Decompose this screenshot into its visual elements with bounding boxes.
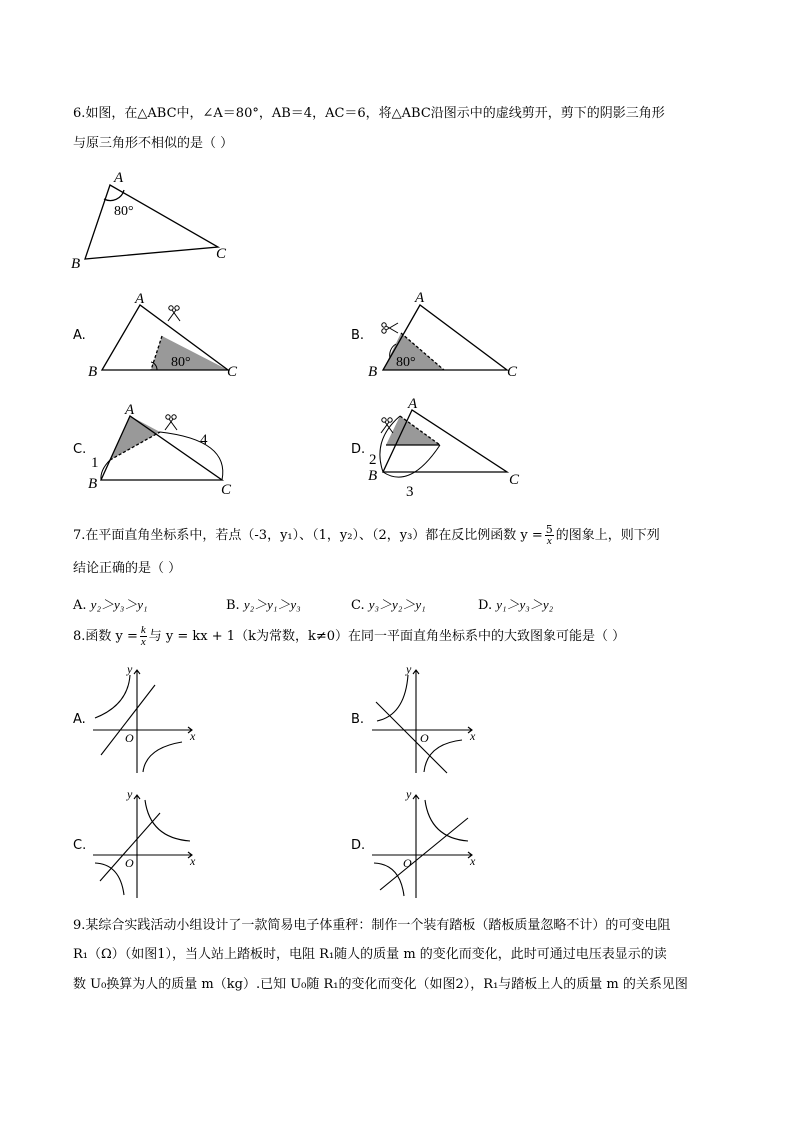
svg-text:x: x — [470, 729, 476, 743]
q8-option-a-label: A. — [73, 712, 86, 727]
q8-option-d-label: D. — [351, 838, 366, 853]
q6-option-b-label: B. — [351, 328, 365, 343]
q6-stem-line2: 与原三角形不相似的是（ ） — [73, 136, 234, 151]
q8-graph-a — [93, 670, 192, 773]
svg-text:y: y — [406, 787, 412, 801]
svg-text:x: x — [190, 854, 196, 868]
fig-label-c: C — [216, 246, 227, 262]
svg-text:4: 4 — [200, 432, 208, 448]
svg-text:A: A — [408, 396, 418, 412]
scissors-icon — [165, 415, 177, 430]
svg-text:B: B — [88, 476, 98, 492]
svg-text:y: y — [127, 662, 133, 676]
q8-fraction: $\frac{k}{x}$ — [140, 624, 146, 648]
fig-label-a: A — [114, 170, 124, 186]
svg-text:O: O — [125, 856, 134, 870]
q9-stem-line1: 9.某综合实践活动小组设计了一款简易电子体重秤：制作一个装有踏板（踏板质量忽略不计）的可变电阻 — [73, 918, 671, 933]
scissors-icon — [168, 306, 180, 321]
svg-text:B: B — [368, 364, 378, 380]
svg-text:C: C — [507, 364, 518, 380]
q9-stem-line3: 数 U₀换算为人的质量 m（kg）.已知 U₀随 R₁的变化而变化（如图2），R₁与踏板上人的质量 m 的关系见图 — [73, 977, 688, 992]
q8-graph-d — [372, 795, 472, 898]
svg-text:3: 3 — [406, 484, 414, 500]
svg-text:x: x — [470, 854, 476, 868]
svg-text:O: O — [403, 856, 412, 870]
svg-text:A: A — [135, 291, 145, 307]
svg-text:y: y — [406, 662, 412, 676]
svg-text:80°: 80° — [171, 355, 191, 370]
q6-option-a-figure — [88, 291, 238, 380]
svg-text:y: y — [127, 787, 133, 801]
svg-text:1: 1 — [91, 455, 99, 471]
svg-text:O: O — [420, 731, 429, 745]
q8-option-c-label: C. — [73, 838, 87, 853]
q6-option-c-label: C. — [73, 442, 87, 457]
q6-option-d-label: D. — [351, 442, 366, 457]
q7-option-b[interactable]: B. y₂＞y₁＞y₃ — [226, 597, 301, 613]
q9-stem-line2: R₁（Ω）（如图1），当人站上踏板时，电阻 R₁随人的质量 m 的变化而变化，此时可通过电压表显示的读 — [73, 947, 667, 962]
q6-option-c-figure — [88, 402, 232, 498]
svg-text:A: A — [125, 402, 135, 418]
svg-text:C: C — [221, 482, 232, 498]
scissors-icon — [382, 323, 398, 333]
fig-angle-80: 80° — [114, 204, 134, 219]
fig-label-b: B — [71, 256, 81, 272]
q7-stem-line1-a: 7.在平面直角坐标系中，若点（-3，y₁）、（1，y₂）、（2，y₃）都在反比例函数 y = — [73, 528, 543, 543]
svg-text:C: C — [227, 364, 238, 380]
q7-option-d[interactable]: D. y₁＞y₃＞y₂ — [478, 597, 554, 613]
q8-graph-c — [93, 795, 192, 898]
q8-stem: 8.函数 y = $\frac{k}{x}$ 与 y = kx + 1（k为常数，k≠0）在同一平面直角坐标系中的大致图象可能是（ ） — [73, 624, 626, 648]
svg-text:C: C — [509, 472, 520, 488]
svg-text:x: x — [190, 729, 196, 743]
q7-option-c[interactable]: C. y₃＞y₂＞y₁ — [351, 597, 426, 613]
svg-text:80°: 80° — [396, 355, 416, 370]
q8-graph-b — [372, 670, 472, 773]
q6-option-a-label: A. — [73, 328, 86, 343]
q7-stem-line1-b: 的图象上，则下列 — [555, 528, 660, 543]
svg-text:B: B — [88, 364, 98, 380]
svg-text:A: A — [415, 290, 425, 306]
q7-stem-line2: 结论正确的是（ ） — [73, 561, 182, 576]
q6-stem-line1: 6.如图，在△ABC中，∠A＝80°，AB＝4，AC＝6，将△ABC沿图示中的虚线剪开，剪下的阴影三角形 — [73, 106, 665, 121]
svg-text:2: 2 — [369, 452, 377, 468]
q7-fraction: $\frac{5}{x}$ — [545, 523, 553, 547]
svg-text:B: B — [368, 468, 378, 484]
q6-option-d-figure — [368, 396, 520, 500]
q6-option-b-figure — [368, 290, 518, 380]
svg-text:O: O — [125, 731, 134, 745]
q8-option-b-label: B. — [351, 712, 365, 727]
q7-stem-line1 — [73, 524, 660, 547]
q7-option-a[interactable]: A. y₂＞y₃＞y₁ — [73, 597, 148, 613]
